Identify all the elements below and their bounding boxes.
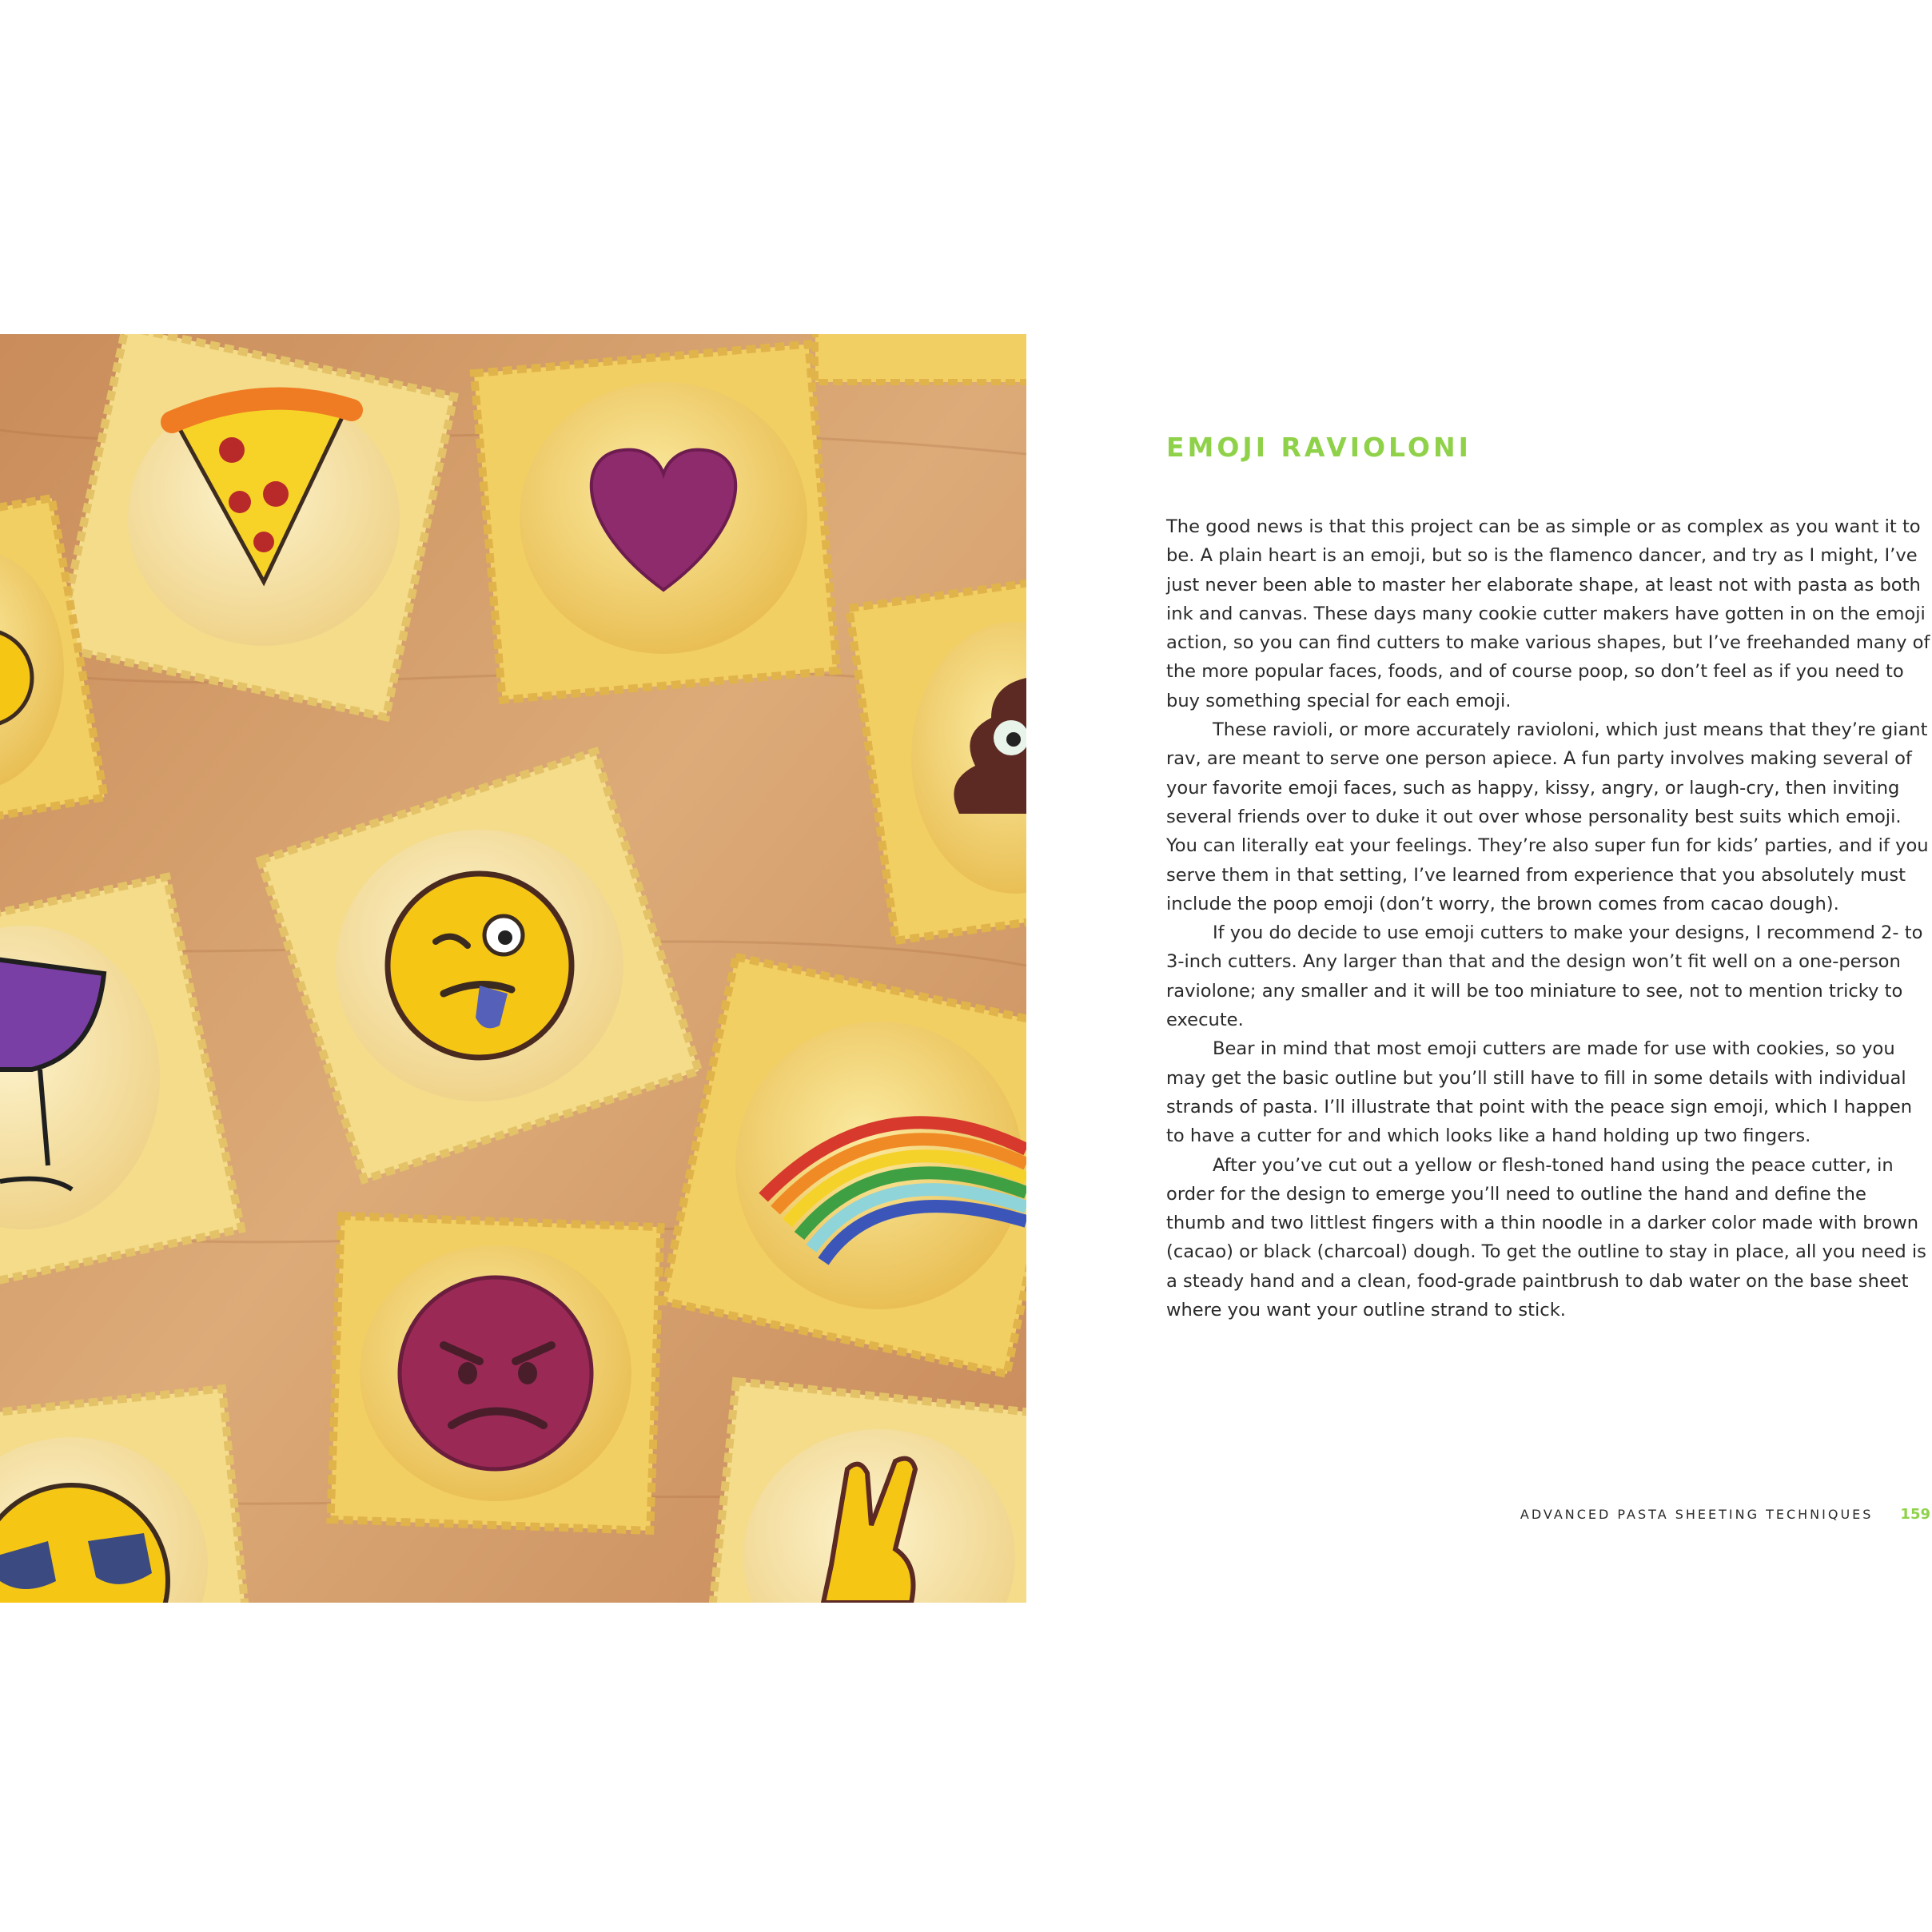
- cool-face-ravioloni: [0, 1388, 256, 1603]
- angry-face-ravioloni: [330, 1216, 660, 1531]
- paragraph-1: The good news is that this project can be as simple or as complex as you want it to be. A plain heart is an emoji, but so is the flamenco dancer, and try as I might, I’ve just never been able to master her elaborate shape, at least not with pasta as both ink and canvas. These days many cookie cutter makers have gotten in on the emoji action, so you can find cutters to make various shapes, but I’ve freehanded many of the more popular faces, foods, and of course poop, so don’t feel as if you need to buy something special for each emoji.: [1166, 516, 1930, 711]
- pizza-ravioloni: [58, 334, 454, 717]
- paragraph-2: These ravioli, or more accurately ravioloni, which just means that they’re giant rav, are meant to serve one person apiece. A fun party involves making several of your favorite emoji faces, such as happy, kissy, angry, or laugh-cry, then inviting several friends over to duke it out over whose personality best suits which emoji. You can literally eat your feelings. They’re also super fun for kids’ parties, and if you serve them in that setting, I’ve learned from experience that you absolutely must include the poop emoji (don’t worry, the brown comes from cacao dough).: [1166, 719, 1929, 914]
- peace-sign-ravioloni: [704, 1381, 1026, 1603]
- article-title: EMOJI RAVIOLONI: [1166, 432, 1472, 463]
- emoji-ravioloni-photo: [0, 334, 1026, 1603]
- page-number: 159: [1900, 1506, 1930, 1523]
- heart-ravioloni: [474, 344, 837, 699]
- paragraph-4: Bear in mind that most emoji cutters are made for use with cookies, so you may get the basic outline but you’ll still have to fill in some details with individual strands of pasta. I’ll illustrate that point with the peace sign emoji, which I happen to have a cutter for and which looks like a hand holding up two fingers.: [1166, 1038, 1913, 1147]
- page-footer: [1520, 1506, 1930, 1523]
- running-head: ADVANCED PASTA SHEETING TECHNIQUES: [1520, 1507, 1874, 1522]
- paragraph-5: After you’ve cut out a yellow or flesh-toned hand using the peace cutter, in order for the design to emerge you’ll need to outline the hand and define the thumb and two littlest fingers with a thin noodle in a darker color made with brown (cacao) or black (charcoal) dough. To get the outline to stay in place, all you need is a steady hand and a clean, food-grade paintbrush to dab water on the base sheet where you want your outline strand to stick.: [1166, 1154, 1926, 1321]
- article-body: [1166, 512, 1930, 1325]
- paragraph-3: If you do decide to use emoji cutters to make your designs, I recommend 2- to 3-inch cutters. Any larger than that and the design won’t fit well on a one-person raviolone; any smaller and it will be too miniature to see, not to mention tricky to execute.: [1166, 922, 1923, 1031]
